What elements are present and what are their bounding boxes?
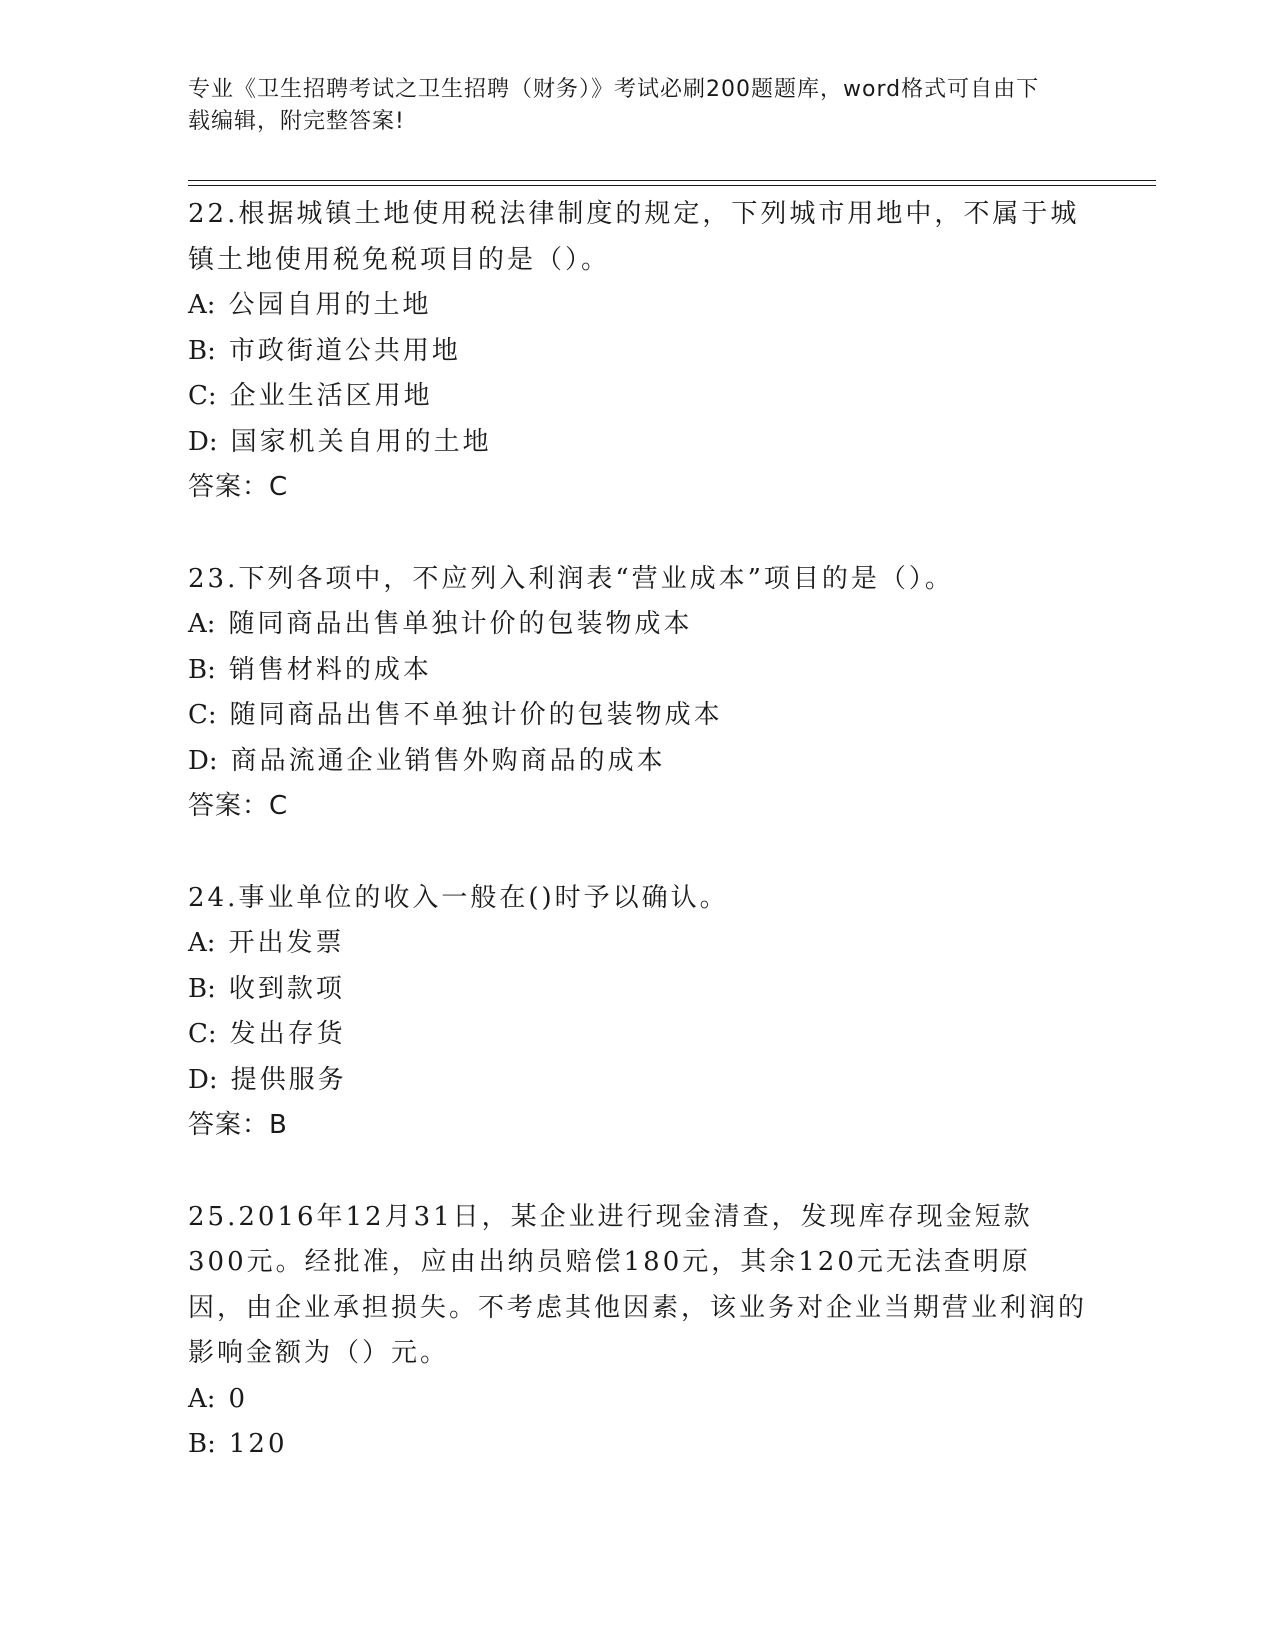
option-text: 公园自用的土地 — [228, 290, 432, 320]
option-letter: A — [188, 928, 207, 958]
option-b: B: 市政街道公共用地 — [188, 335, 461, 366]
header-divider-top — [188, 180, 1156, 181]
question-text: 22.根据城镇土地使用税法律制度的规定，下列城市用地中，不属于城镇土地使用税免税项目的是（）。 — [188, 199, 1080, 275]
option-letter: C — [188, 1019, 208, 1049]
option-letter: A — [188, 290, 207, 320]
option-text: 商品流通企业销售外购商品的成本 — [230, 745, 666, 776]
option-text: 随同商品出售单独计价的包装物成本 — [228, 609, 693, 639]
option-letter: C — [188, 700, 208, 730]
option-c: C: 企业生活区用地 — [188, 381, 433, 411]
header-divider-bottom — [188, 185, 1156, 186]
answer-value: C — [269, 791, 289, 821]
option-b: B: 收到款项 — [188, 973, 345, 1004]
option-text: 随同商品出售不单独计价的包装物成本 — [229, 700, 723, 730]
option-letter: B — [188, 973, 208, 1004]
option-letter: B — [188, 654, 208, 685]
answer-line — [188, 1103, 1088, 1149]
option-a: A: 公园自用的土地 — [188, 290, 432, 320]
option-c: C: 发出存货 — [188, 1019, 346, 1049]
question-item — [188, 1195, 1088, 1468]
question-item — [188, 192, 1088, 511]
option-text: 企业生活区用地 — [229, 381, 433, 411]
question-list — [188, 192, 1088, 1514]
question-text: 24.事业单位的收入一般在()时予以确认。 — [188, 882, 729, 913]
option-a: A: 开出发票 — [188, 928, 345, 958]
option-b: B: 120 — [188, 1429, 288, 1459]
answer-label: 答案： — [188, 472, 270, 502]
option-text: 提供服务 — [230, 1064, 347, 1095]
option-letter: D — [188, 745, 209, 776]
option-b: B: 销售材料的成本 — [188, 654, 432, 685]
option-text: 国家机关自用的土地 — [230, 426, 492, 457]
option-text: 销售材料的成本 — [228, 654, 432, 685]
option-text: 收到款项 — [228, 973, 345, 1004]
option-letter: B — [188, 1429, 208, 1459]
option-letter: B — [188, 335, 208, 366]
answer-line — [188, 784, 1088, 830]
option-letter: A — [188, 1383, 207, 1414]
question-item — [188, 557, 1088, 830]
option-letter: D — [188, 1064, 209, 1095]
option-letter: C — [188, 381, 208, 411]
option-text: 发出存货 — [229, 1019, 346, 1049]
question-text: 23.下列各项中，不应列入利润表“营业成本”项目的是（）。 — [188, 563, 954, 594]
option-text: 开出发票 — [228, 928, 345, 958]
option-text: 120 — [228, 1429, 288, 1459]
option-c: C: 随同商品出售不单独计价的包装物成本 — [188, 700, 723, 730]
answer-label: 答案： — [188, 1110, 270, 1140]
question-item — [188, 876, 1088, 1149]
option-d: D: 商品流通企业销售外购商品的成本 — [188, 745, 666, 776]
document-header-text: 专业《卫生招聘考试之卫生招聘（财务）》考试必刷200题题库，word格式可自由下载编辑，附完整答案! — [188, 77, 1040, 134]
answer-label: 答案： — [188, 791, 270, 821]
answer-value: C — [269, 472, 289, 502]
option-text: 0 — [228, 1383, 249, 1414]
option-a: A: 随同商品出售单独计价的包装物成本 — [188, 609, 693, 639]
option-d: D: 提供服务 — [188, 1064, 347, 1095]
option-a: A: 0 — [188, 1383, 249, 1414]
question-text: 25.2016年12月31日，某企业进行现金清查，发现库存现金短款300元。经批准，应由出纳员赔偿180元，其余120元无法查明原因，由企业承担损失。不考虑其他因素，该业务对企业当期营业利润的影响金额为（）元。 — [188, 1201, 1088, 1368]
option-letter: A — [188, 609, 207, 639]
answer-line — [188, 465, 1088, 511]
option-letter: D — [188, 426, 209, 457]
answer-value: B — [269, 1110, 288, 1140]
option-text: 市政街道公共用地 — [228, 335, 461, 366]
option-d: D: 国家机关自用的土地 — [188, 426, 492, 457]
